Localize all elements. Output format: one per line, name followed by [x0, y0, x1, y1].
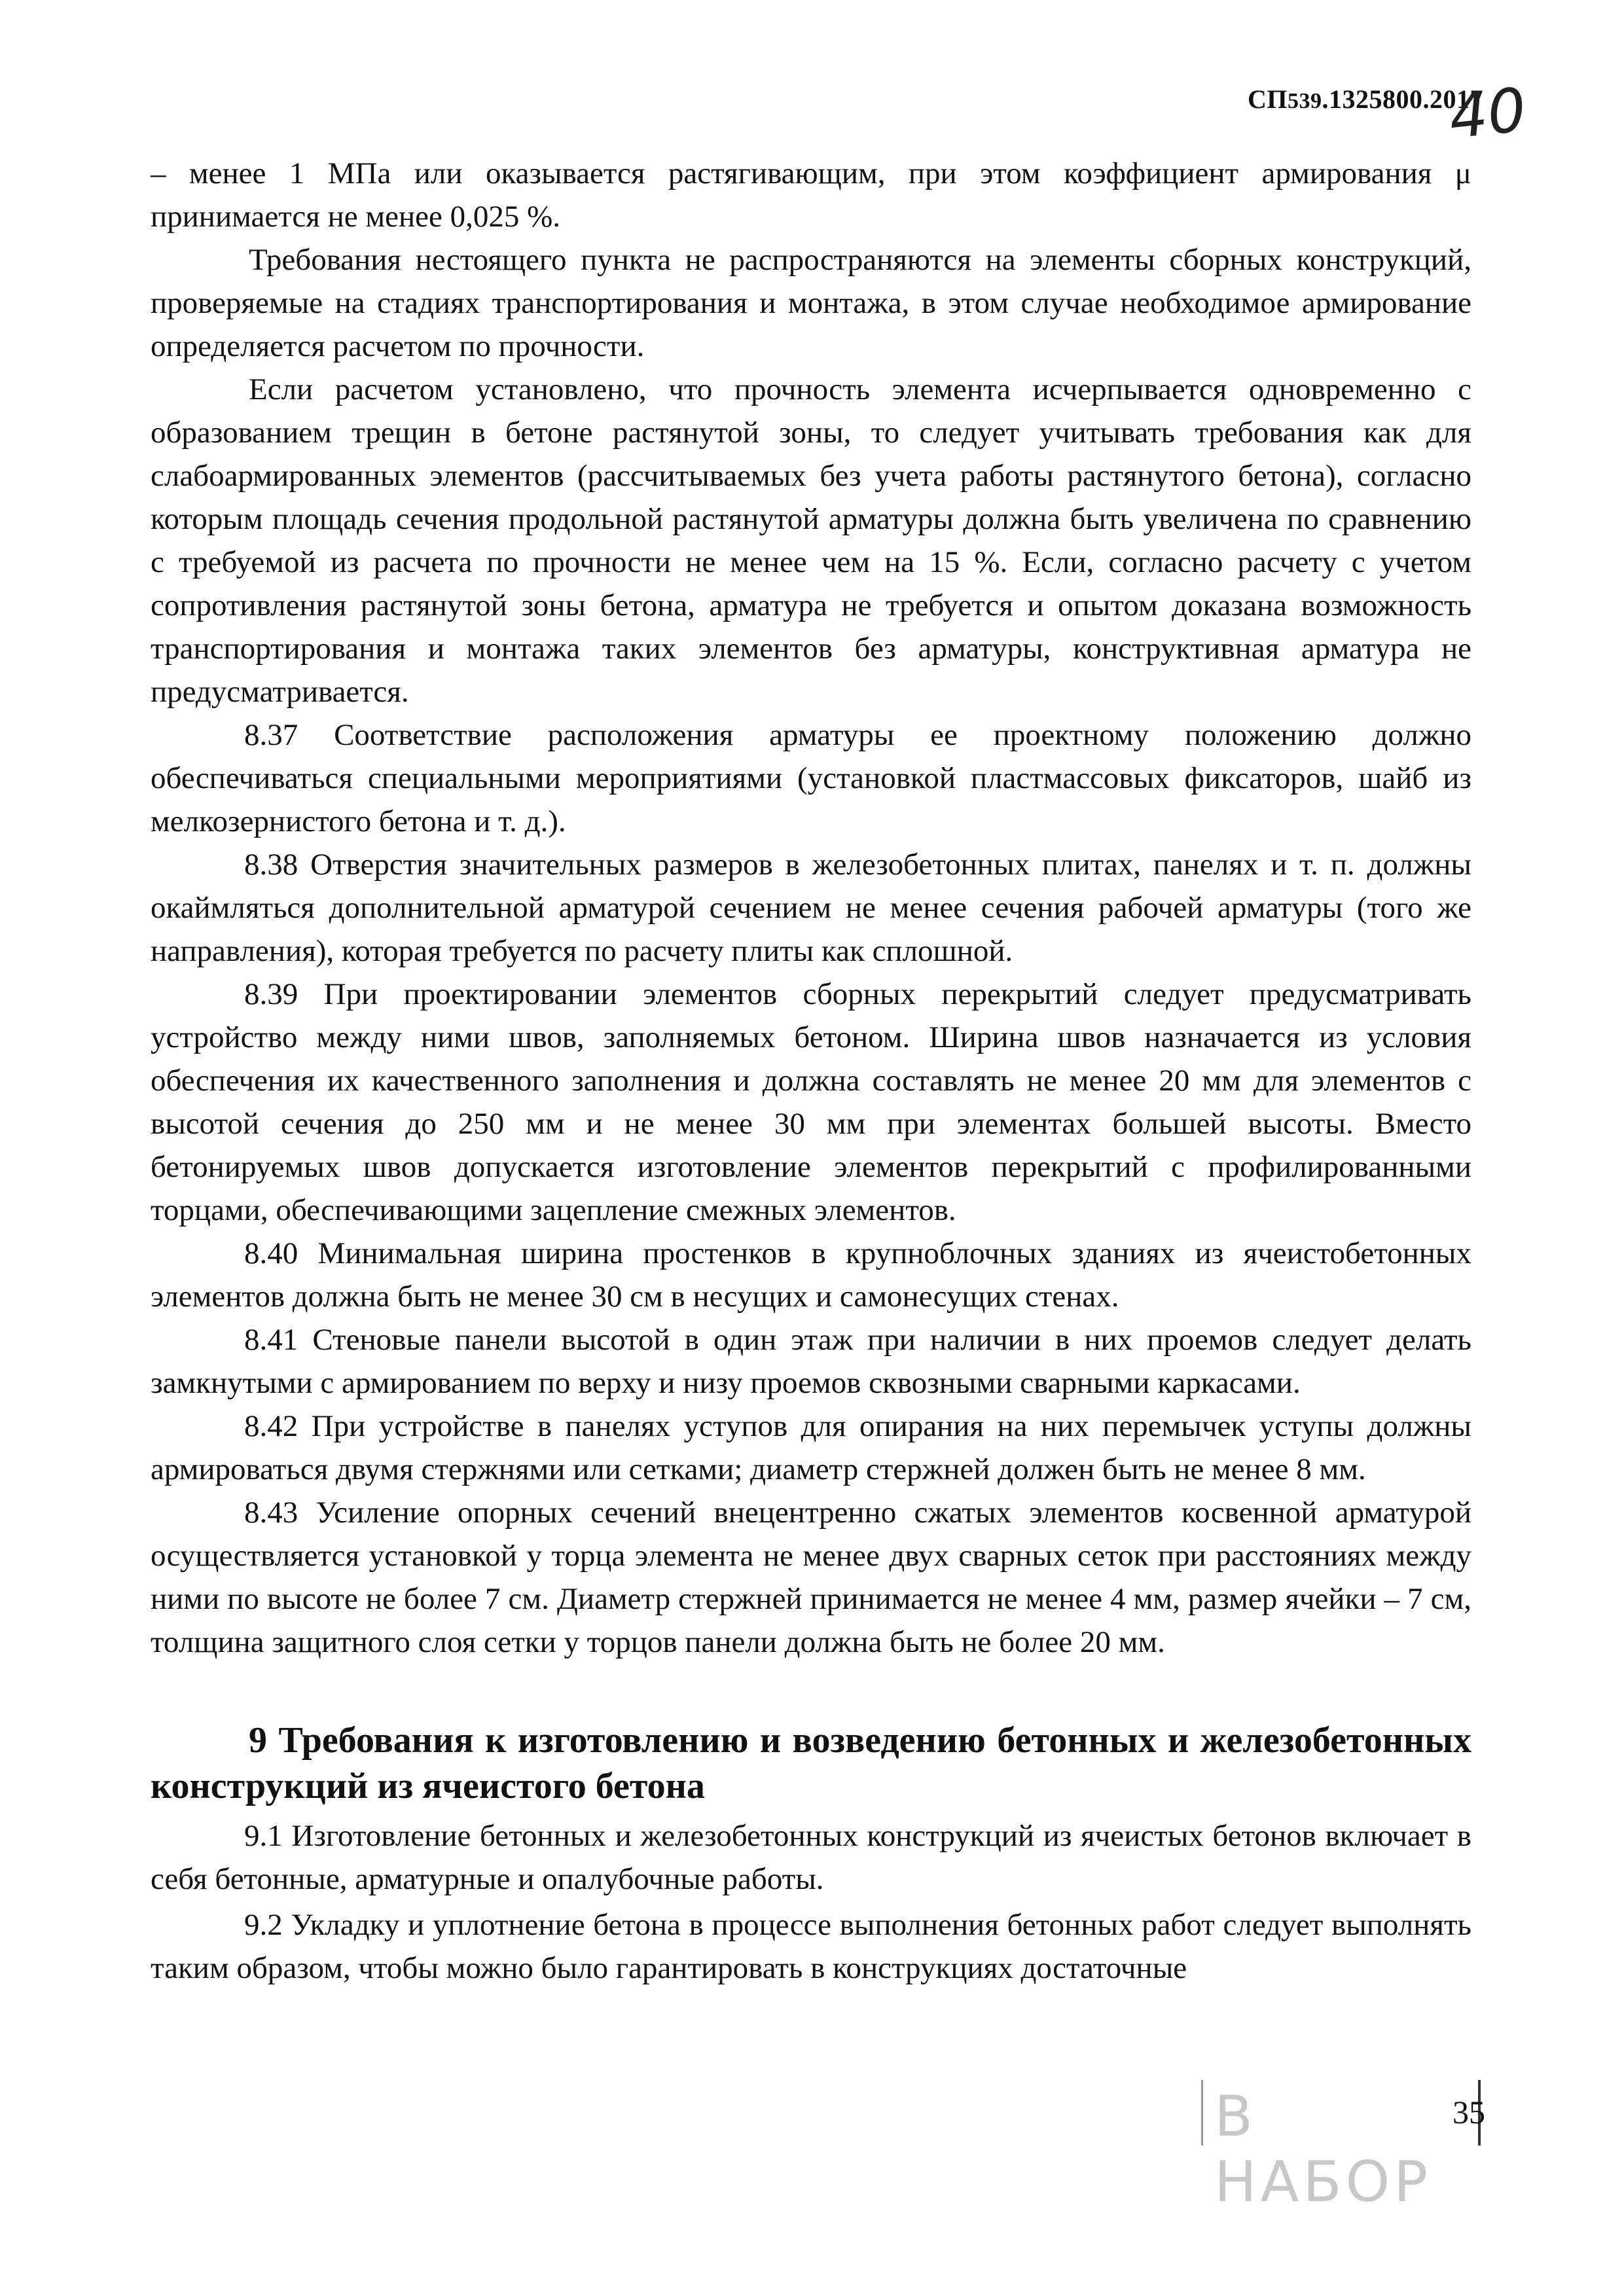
- paragraph: – менее 1 МПа или оказывается растягивающим, при этом коэффициент армирования μ принимается не менее 0,025 %.: [151, 156, 1471, 234]
- body-text: [151, 152, 1471, 1990]
- clause-8-39: 8.39 При проектировании элементов сборных перекрытий следует предусматривать устройство между ними швов, заполняемых бетоном. Ширина швов назначается из условия обеспечения их качественного заполнения и должна составлять не менее 20 мм для элементов с высотой сечения до 250 мм и не менее 30 мм при элементах большей высоты. Вместо бетонируемых швов допускается изготовление элементов перекрытий с профилированными торцами, обеспечивающими зацепление смежных элементов.: [151, 977, 1471, 1227]
- paragraph: Требования нестоящего пункта не распространяются на элементы сборных конструкций, проверяемые на стадиях транспортирования и монтажа, в этом случае необходимое армирование определяется расчетом по прочности.: [151, 243, 1471, 363]
- document-code-prefix: СП: [1248, 84, 1288, 114]
- clause-9-1: 9.1 Изготовление бетонных и железобетонных конструкций из ячеистых бетонов включает в себя бетонные, арматурные и опалубочные работы.: [151, 1819, 1471, 1896]
- clause-8-37: 8.37 Соответствие расположения арматуры ее проектному положению должно обеспечиваться специальными мероприятиями (установкой пластмассовых фиксаторов, шайб из мелкозернистого бетона и т. д.).: [151, 718, 1471, 838]
- clause-8-40: 8.40 Минимальная ширина простенков в крупноблочных зданиях из ячеистобетонных элементов должна быть не менее 30 см в несущих и самонесущих стенах.: [151, 1236, 1471, 1314]
- clause-9-2: 9.2 Укладку и уплотнение бетона в процессе выполнения бетонных работ следует выполнять таким образом, чтобы можно было гарантировать в конструкциях достаточные: [151, 1908, 1471, 1985]
- paragraph: Если расчетом установлено, что прочность элемента исчерпывается одновременно с образованием трещин в бетоне растянутой зоны, то следует учитывать требования как для слабоармированных элементов (рассчитываемых без учета работы растянутого бетона), согласно которым площадь сечения продольной растянутой арматуры должна быть увеличена по сравнению с требуемой из расчета по прочности не менее чем на 15 %. Если, согласно расчету с учетом сопротивления растянутой зоны бетона, арматура не требуется и опытом доказана возможность транспортирования и монтажа таких элементов без арматуры, конструктивная арматура не предусматривается.: [151, 372, 1471, 709]
- stamp: [1152, 2079, 1492, 2215]
- clause-8-43: 8.43 Усиление опорных сечений внецентренно сжатых элементов косвенной арматурой осуществляется установкой у торца элемента не менее двух сварных сеток при расстояниях между ними по высоте не более 7 см. Диаметр стержней принимается не менее 4 мм, размер ячейки – 7 см, толщина защитного слоя сетки у торцов панели должна быть не более 20 мм.: [151, 1496, 1471, 1659]
- document-code-rest: .1325800.2017: [1322, 84, 1483, 114]
- page-number: 35: [1453, 2094, 1485, 2130]
- clause-8-42: 8.42 При устройстве в панелях уступов для опирания на них перемычек уступы должны армироваться двумя стержнями или сетками; диаметр стержней должен быть не менее 8 мм.: [151, 1409, 1471, 1486]
- handwritten-page-number: 40: [1445, 75, 1530, 152]
- clause-8-38: 8.38 Отверстия значительных размеров в железобетонных плитах, панелях и т. п. должны окаймляться дополнительной арматурой сечением не менее сечения рабочей арматуры (того же направления), которая требуется по расчету плиты как сплошной.: [151, 848, 1471, 968]
- clause-8-41: 8.41 Стеновые панели высотой в один этаж при наличии в них проемов следует делать замкнутыми с армированием по верху и низу проемов сквозными сварными каркасами.: [151, 1323, 1471, 1400]
- document-code-number: 539: [1288, 89, 1322, 113]
- section-heading: 9 Требования к изготовлению и возведению бетонных и железобетонных конструкций из ячеистого бетона: [151, 1720, 1471, 1806]
- stamp-text: В НАБОР: [1214, 2084, 1432, 2215]
